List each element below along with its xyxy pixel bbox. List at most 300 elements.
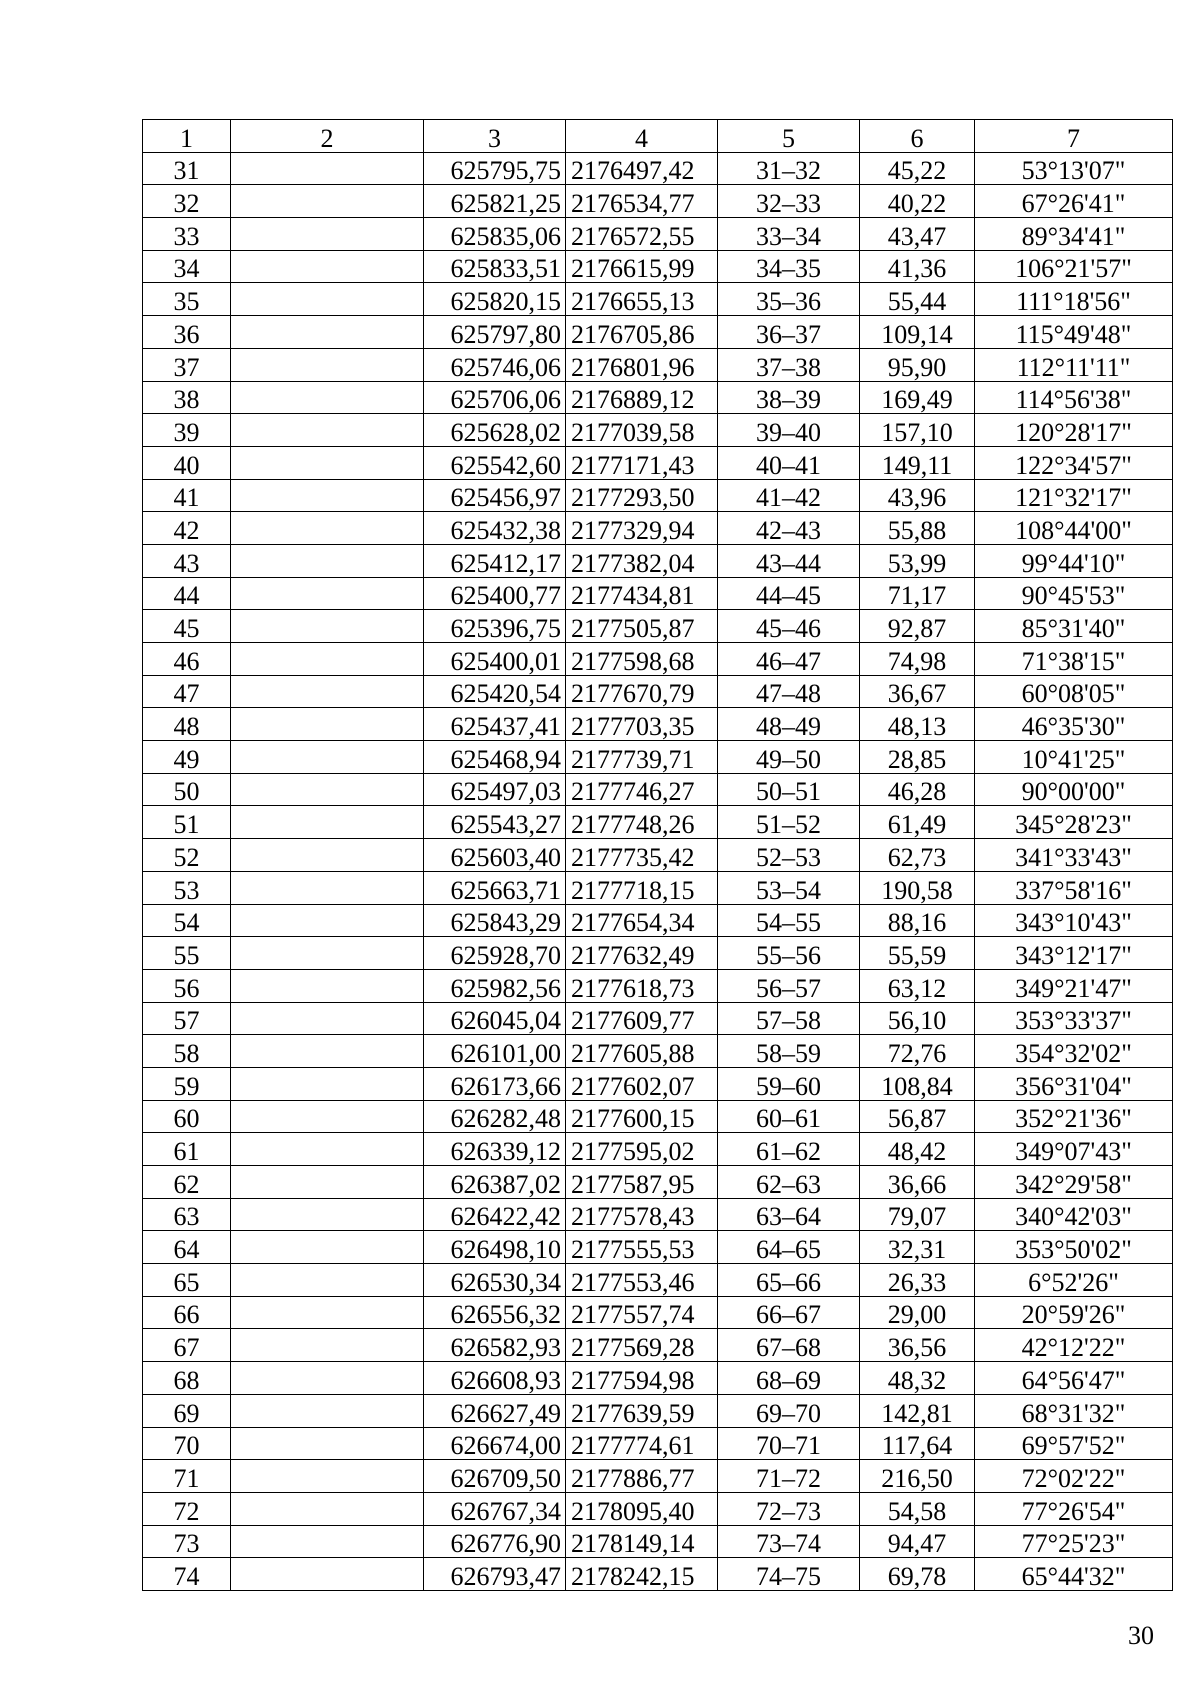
cell-y-coordinate: 2177553,46: [566, 1264, 718, 1297]
cell-description: [231, 839, 424, 872]
cell-segment: 45–46: [718, 610, 860, 643]
cell-y-coordinate: 2178095,40: [566, 1492, 718, 1525]
cell-x-coordinate: 625628,02: [424, 414, 566, 447]
cell-point-number: 72: [143, 1492, 231, 1525]
cell-description: [231, 1231, 424, 1264]
cell-point-number: 70: [143, 1427, 231, 1460]
cell-distance: 63,12: [860, 969, 975, 1002]
cell-description: [231, 577, 424, 610]
cell-distance: 169,49: [860, 381, 975, 414]
cell-description: [231, 741, 424, 774]
cell-segment: 54–55: [718, 904, 860, 937]
cell-x-coordinate: 625412,17: [424, 544, 566, 577]
cell-segment: 67–68: [718, 1329, 860, 1362]
table-row: [143, 1362, 1173, 1395]
cell-segment: 38–39: [718, 381, 860, 414]
cell-segment: 47–48: [718, 675, 860, 708]
cell-segment: 53–54: [718, 871, 860, 904]
cell-y-coordinate: 2177569,28: [566, 1329, 718, 1362]
cell-y-coordinate: 2177595,02: [566, 1133, 718, 1166]
cell-distance: 46,28: [860, 773, 975, 806]
cell-distance: 56,10: [860, 1002, 975, 1035]
cell-point-number: 60: [143, 1100, 231, 1133]
cell-bearing: 90°45'53": [975, 577, 1173, 610]
cell-point-number: 68: [143, 1362, 231, 1395]
cell-description: [231, 904, 424, 937]
cell-description: [231, 250, 424, 283]
cell-x-coordinate: 625400,77: [424, 577, 566, 610]
table-row: [143, 1394, 1173, 1427]
cell-x-coordinate: 626709,50: [424, 1460, 566, 1493]
cell-distance: 48,32: [860, 1362, 975, 1395]
cell-description: [231, 1558, 424, 1591]
cell-segment: 73–74: [718, 1525, 860, 1558]
cell-x-coordinate: 626339,12: [424, 1133, 566, 1166]
cell-x-coordinate: 625663,71: [424, 871, 566, 904]
cell-distance: 56,87: [860, 1100, 975, 1133]
coordinates-table: [142, 119, 1173, 1591]
cell-description: [231, 381, 424, 414]
cell-distance: 72,76: [860, 1035, 975, 1068]
cell-y-coordinate: 2177735,42: [566, 839, 718, 872]
cell-bearing: 349°21'47": [975, 969, 1173, 1002]
cell-bearing: 69°57'52": [975, 1427, 1173, 1460]
header-cell-3: 3: [424, 120, 566, 153]
cell-bearing: 340°42'03": [975, 1198, 1173, 1231]
cell-bearing: 341°33'43": [975, 839, 1173, 872]
cell-y-coordinate: 2176534,77: [566, 185, 718, 218]
cell-y-coordinate: 2178242,15: [566, 1558, 718, 1591]
cell-y-coordinate: 2177505,87: [566, 610, 718, 643]
cell-description: [231, 414, 424, 447]
cell-point-number: 31: [143, 152, 231, 185]
cell-description: [231, 283, 424, 316]
cell-bearing: 353°50'02": [975, 1231, 1173, 1264]
cell-x-coordinate: 625603,40: [424, 839, 566, 872]
cell-segment: 62–63: [718, 1166, 860, 1199]
cell-bearing: 72°02'22": [975, 1460, 1173, 1493]
table-row: [143, 414, 1173, 447]
cell-segment: 65–66: [718, 1264, 860, 1297]
cell-point-number: 54: [143, 904, 231, 937]
cell-segment: 48–49: [718, 708, 860, 741]
table-row: [143, 1492, 1173, 1525]
cell-distance: 43,96: [860, 479, 975, 512]
table-row: [143, 1067, 1173, 1100]
cell-distance: 32,31: [860, 1231, 975, 1264]
cell-bearing: 114°56'38": [975, 381, 1173, 414]
cell-y-coordinate: 2176655,13: [566, 283, 718, 316]
cell-description: [231, 1264, 424, 1297]
cell-segment: 60–61: [718, 1100, 860, 1133]
cell-y-coordinate: 2177618,73: [566, 969, 718, 1002]
cell-x-coordinate: 625746,06: [424, 348, 566, 381]
table-row: [143, 610, 1173, 643]
cell-y-coordinate: 2177171,43: [566, 446, 718, 479]
table-row: [143, 1035, 1173, 1068]
cell-bearing: 42°12'22": [975, 1329, 1173, 1362]
cell-y-coordinate: 2177594,98: [566, 1362, 718, 1395]
table-body: [143, 120, 1173, 1591]
cell-bearing: 46°35'30": [975, 708, 1173, 741]
cell-distance: 41,36: [860, 250, 975, 283]
cell-y-coordinate: 2177602,07: [566, 1067, 718, 1100]
cell-point-number: 47: [143, 675, 231, 708]
cell-description: [231, 1198, 424, 1231]
cell-point-number: 35: [143, 283, 231, 316]
cell-y-coordinate: 2177718,15: [566, 871, 718, 904]
cell-description: [231, 1067, 424, 1100]
cell-y-coordinate: 2177293,50: [566, 479, 718, 512]
cell-segment: 74–75: [718, 1558, 860, 1591]
cell-y-coordinate: 2177746,27: [566, 773, 718, 806]
cell-point-number: 44: [143, 577, 231, 610]
cell-y-coordinate: 2177670,79: [566, 675, 718, 708]
cell-x-coordinate: 625820,15: [424, 283, 566, 316]
cell-point-number: 56: [143, 969, 231, 1002]
cell-bearing: 67°26'41": [975, 185, 1173, 218]
cell-distance: 54,58: [860, 1492, 975, 1525]
cell-segment: 51–52: [718, 806, 860, 839]
cell-point-number: 73: [143, 1525, 231, 1558]
cell-bearing: 108°44'00": [975, 512, 1173, 545]
cell-bearing: 65°44'32": [975, 1558, 1173, 1591]
cell-bearing: 345°28'23": [975, 806, 1173, 839]
table-row: [143, 577, 1173, 610]
cell-x-coordinate: 625821,25: [424, 185, 566, 218]
cell-bearing: 337°58'16": [975, 871, 1173, 904]
cell-point-number: 46: [143, 643, 231, 676]
cell-x-coordinate: 626674,00: [424, 1427, 566, 1460]
cell-point-number: 58: [143, 1035, 231, 1068]
cell-point-number: 48: [143, 708, 231, 741]
cell-segment: 70–71: [718, 1427, 860, 1460]
cell-y-coordinate: 2177605,88: [566, 1035, 718, 1068]
table-row: [143, 1525, 1173, 1558]
cell-description: [231, 1002, 424, 1035]
table-row: [143, 152, 1173, 185]
cell-bearing: 53°13'07": [975, 152, 1173, 185]
cell-distance: 92,87: [860, 610, 975, 643]
cell-bearing: 6°52'26": [975, 1264, 1173, 1297]
cell-description: [231, 773, 424, 806]
cell-distance: 53,99: [860, 544, 975, 577]
cell-distance: 149,11: [860, 446, 975, 479]
cell-segment: 71–72: [718, 1460, 860, 1493]
table-row: [143, 348, 1173, 381]
cell-x-coordinate: 625795,75: [424, 152, 566, 185]
cell-bearing: 349°07'43": [975, 1133, 1173, 1166]
table-row: [143, 675, 1173, 708]
cell-bearing: 111°18'56": [975, 283, 1173, 316]
cell-y-coordinate: 2176497,42: [566, 152, 718, 185]
cell-distance: 79,07: [860, 1198, 975, 1231]
cell-segment: 59–60: [718, 1067, 860, 1100]
cell-point-number: 63: [143, 1198, 231, 1231]
cell-point-number: 61: [143, 1133, 231, 1166]
cell-bearing: 99°44'10": [975, 544, 1173, 577]
cell-segment: 31–32: [718, 152, 860, 185]
cell-segment: 36–37: [718, 316, 860, 349]
cell-x-coordinate: 626627,49: [424, 1394, 566, 1427]
cell-bearing: 89°34'41": [975, 218, 1173, 251]
cell-x-coordinate: 625706,06: [424, 381, 566, 414]
cell-segment: 46–47: [718, 643, 860, 676]
page-number: 30: [1128, 1621, 1154, 1650]
cell-x-coordinate: 626387,02: [424, 1166, 566, 1199]
cell-description: [231, 479, 424, 512]
cell-y-coordinate: 2177578,43: [566, 1198, 718, 1231]
cell-bearing: 343°10'43": [975, 904, 1173, 937]
cell-segment: 40–41: [718, 446, 860, 479]
cell-distance: 142,81: [860, 1394, 975, 1427]
cell-bearing: 353°33'37": [975, 1002, 1173, 1035]
cell-x-coordinate: 626282,48: [424, 1100, 566, 1133]
cell-bearing: 343°12'17": [975, 937, 1173, 970]
cell-x-coordinate: 625543,27: [424, 806, 566, 839]
cell-segment: 37–38: [718, 348, 860, 381]
cell-point-number: 51: [143, 806, 231, 839]
cell-distance: 45,22: [860, 152, 975, 185]
cell-y-coordinate: 2177654,34: [566, 904, 718, 937]
cell-bearing: 115°49'48": [975, 316, 1173, 349]
cell-x-coordinate: 626767,34: [424, 1492, 566, 1525]
cell-y-coordinate: 2177600,15: [566, 1100, 718, 1133]
header-cell-7: 7: [975, 120, 1173, 153]
table-row: [143, 741, 1173, 774]
cell-point-number: 52: [143, 839, 231, 872]
cell-distance: 48,13: [860, 708, 975, 741]
cell-description: [231, 708, 424, 741]
cell-bearing: 60°08'05": [975, 675, 1173, 708]
cell-distance: 55,44: [860, 283, 975, 316]
cell-point-number: 67: [143, 1329, 231, 1362]
cell-bearing: 90°00'00": [975, 773, 1173, 806]
cell-x-coordinate: 626556,32: [424, 1296, 566, 1329]
cell-description: [231, 871, 424, 904]
cell-point-number: 37: [143, 348, 231, 381]
cell-x-coordinate: 626608,93: [424, 1362, 566, 1395]
cell-y-coordinate: 2177609,77: [566, 1002, 718, 1035]
header-cell-4: 4: [566, 120, 718, 153]
cell-distance: 36,67: [860, 675, 975, 708]
cell-distance: 94,47: [860, 1525, 975, 1558]
cell-segment: 42–43: [718, 512, 860, 545]
cell-description: [231, 1035, 424, 1068]
cell-point-number: 38: [143, 381, 231, 414]
cell-y-coordinate: 2177329,94: [566, 512, 718, 545]
table-row: [143, 544, 1173, 577]
cell-description: [231, 937, 424, 970]
cell-distance: 26,33: [860, 1264, 975, 1297]
cell-bearing: 71°38'15": [975, 643, 1173, 676]
cell-distance: 117,64: [860, 1427, 975, 1460]
cell-distance: 108,84: [860, 1067, 975, 1100]
table-row: [143, 185, 1173, 218]
cell-description: [231, 1362, 424, 1395]
cell-distance: 69,78: [860, 1558, 975, 1591]
cell-description: [231, 512, 424, 545]
cell-distance: 55,59: [860, 937, 975, 970]
cell-segment: 64–65: [718, 1231, 860, 1264]
cell-segment: 66–67: [718, 1296, 860, 1329]
cell-description: [231, 806, 424, 839]
cell-bearing: 85°31'40": [975, 610, 1173, 643]
cell-x-coordinate: 625400,01: [424, 643, 566, 676]
cell-description: [231, 1166, 424, 1199]
cell-bearing: 20°59'26": [975, 1296, 1173, 1329]
table-row: [143, 773, 1173, 806]
cell-x-coordinate: 625928,70: [424, 937, 566, 970]
cell-x-coordinate: 626776,90: [424, 1525, 566, 1558]
table-row: [143, 283, 1173, 316]
cell-y-coordinate: 2176801,96: [566, 348, 718, 381]
cell-bearing: 112°11'11": [975, 348, 1173, 381]
cell-distance: 216,50: [860, 1460, 975, 1493]
cell-point-number: 55: [143, 937, 231, 970]
cell-segment: 35–36: [718, 283, 860, 316]
cell-x-coordinate: 625497,03: [424, 773, 566, 806]
header-cell-2: 2: [231, 120, 424, 153]
cell-point-number: 36: [143, 316, 231, 349]
table-row: [143, 1460, 1173, 1493]
table-row: [143, 937, 1173, 970]
cell-segment: 69–70: [718, 1394, 860, 1427]
cell-bearing: 120°28'17": [975, 414, 1173, 447]
table-row: [143, 806, 1173, 839]
cell-y-coordinate: 2177632,49: [566, 937, 718, 970]
table-row: [143, 1296, 1173, 1329]
table-row: [143, 1100, 1173, 1133]
cell-y-coordinate: 2178149,14: [566, 1525, 718, 1558]
table-row: [143, 1558, 1173, 1591]
table-row: [143, 1427, 1173, 1460]
cell-y-coordinate: 2177598,68: [566, 643, 718, 676]
cell-y-coordinate: 2177557,74: [566, 1296, 718, 1329]
cell-distance: 95,90: [860, 348, 975, 381]
table-row: [143, 1198, 1173, 1231]
cell-x-coordinate: 626173,66: [424, 1067, 566, 1100]
cell-y-coordinate: 2177555,53: [566, 1231, 718, 1264]
cell-segment: 50–51: [718, 773, 860, 806]
table-row: [143, 904, 1173, 937]
cell-bearing: 342°29'58": [975, 1166, 1173, 1199]
cell-description: [231, 152, 424, 185]
cell-point-number: 33: [143, 218, 231, 251]
table-row: [143, 1002, 1173, 1035]
cell-distance: 48,42: [860, 1133, 975, 1166]
cell-x-coordinate: 625542,60: [424, 446, 566, 479]
cell-distance: 40,22: [860, 185, 975, 218]
cell-bearing: 10°41'25": [975, 741, 1173, 774]
cell-description: [231, 446, 424, 479]
cell-x-coordinate: 626530,34: [424, 1264, 566, 1297]
cell-x-coordinate: 625456,97: [424, 479, 566, 512]
cell-segment: 56–57: [718, 969, 860, 1002]
table-row: [143, 1133, 1173, 1166]
cell-point-number: 49: [143, 741, 231, 774]
cell-y-coordinate: 2177748,26: [566, 806, 718, 839]
cell-y-coordinate: 2176615,99: [566, 250, 718, 283]
cell-distance: 88,16: [860, 904, 975, 937]
cell-y-coordinate: 2177639,59: [566, 1394, 718, 1427]
cell-y-coordinate: 2177382,04: [566, 544, 718, 577]
cell-distance: 157,10: [860, 414, 975, 447]
cell-point-number: 57: [143, 1002, 231, 1035]
table-row: [143, 512, 1173, 545]
table-row: [143, 218, 1173, 251]
table-row: [143, 1166, 1173, 1199]
cell-x-coordinate: 626101,00: [424, 1035, 566, 1068]
table-row: [143, 316, 1173, 349]
cell-segment: 49–50: [718, 741, 860, 774]
cell-segment: 63–64: [718, 1198, 860, 1231]
table-row: [143, 479, 1173, 512]
cell-bearing: 64°56'47": [975, 1362, 1173, 1395]
cell-description: [231, 610, 424, 643]
cell-distance: 109,14: [860, 316, 975, 349]
cell-x-coordinate: 625797,80: [424, 316, 566, 349]
cell-point-number: 39: [143, 414, 231, 447]
cell-bearing: 106°21'57": [975, 250, 1173, 283]
cell-segment: 41–42: [718, 479, 860, 512]
cell-x-coordinate: 625437,41: [424, 708, 566, 741]
cell-y-coordinate: 2177774,61: [566, 1427, 718, 1460]
cell-segment: 52–53: [718, 839, 860, 872]
cell-point-number: 62: [143, 1166, 231, 1199]
cell-distance: 74,98: [860, 643, 975, 676]
cell-description: [231, 1329, 424, 1362]
cell-x-coordinate: 626793,47: [424, 1558, 566, 1591]
cell-description: [231, 643, 424, 676]
table-row: [143, 446, 1173, 479]
cell-description: [231, 544, 424, 577]
cell-segment: 61–62: [718, 1133, 860, 1166]
table-row: [143, 839, 1173, 872]
cell-point-number: 65: [143, 1264, 231, 1297]
cell-y-coordinate: 2176572,55: [566, 218, 718, 251]
cell-segment: 58–59: [718, 1035, 860, 1068]
cell-y-coordinate: 2177739,71: [566, 741, 718, 774]
table-row: [143, 708, 1173, 741]
cell-x-coordinate: 625982,56: [424, 969, 566, 1002]
cell-point-number: 74: [143, 1558, 231, 1591]
cell-description: [231, 1394, 424, 1427]
cell-distance: 36,56: [860, 1329, 975, 1362]
cell-y-coordinate: 2176705,86: [566, 316, 718, 349]
cell-x-coordinate: 625835,06: [424, 218, 566, 251]
cell-x-coordinate: 625420,54: [424, 675, 566, 708]
cell-segment: 43–44: [718, 544, 860, 577]
cell-x-coordinate: 625396,75: [424, 610, 566, 643]
cell-point-number: 45: [143, 610, 231, 643]
cell-point-number: 59: [143, 1067, 231, 1100]
table-row: [143, 969, 1173, 1002]
header-cell-1: 1: [143, 120, 231, 153]
cell-description: [231, 1525, 424, 1558]
cell-y-coordinate: 2177703,35: [566, 708, 718, 741]
cell-description: [231, 185, 424, 218]
cell-description: [231, 1133, 424, 1166]
cell-x-coordinate: 626045,04: [424, 1002, 566, 1035]
cell-point-number: 71: [143, 1460, 231, 1493]
cell-bearing: 77°25'23": [975, 1525, 1173, 1558]
cell-bearing: 354°32'02": [975, 1035, 1173, 1068]
header-cell-6: 6: [860, 120, 975, 153]
cell-segment: 34–35: [718, 250, 860, 283]
cell-bearing: 121°32'17": [975, 479, 1173, 512]
cell-point-number: 40: [143, 446, 231, 479]
